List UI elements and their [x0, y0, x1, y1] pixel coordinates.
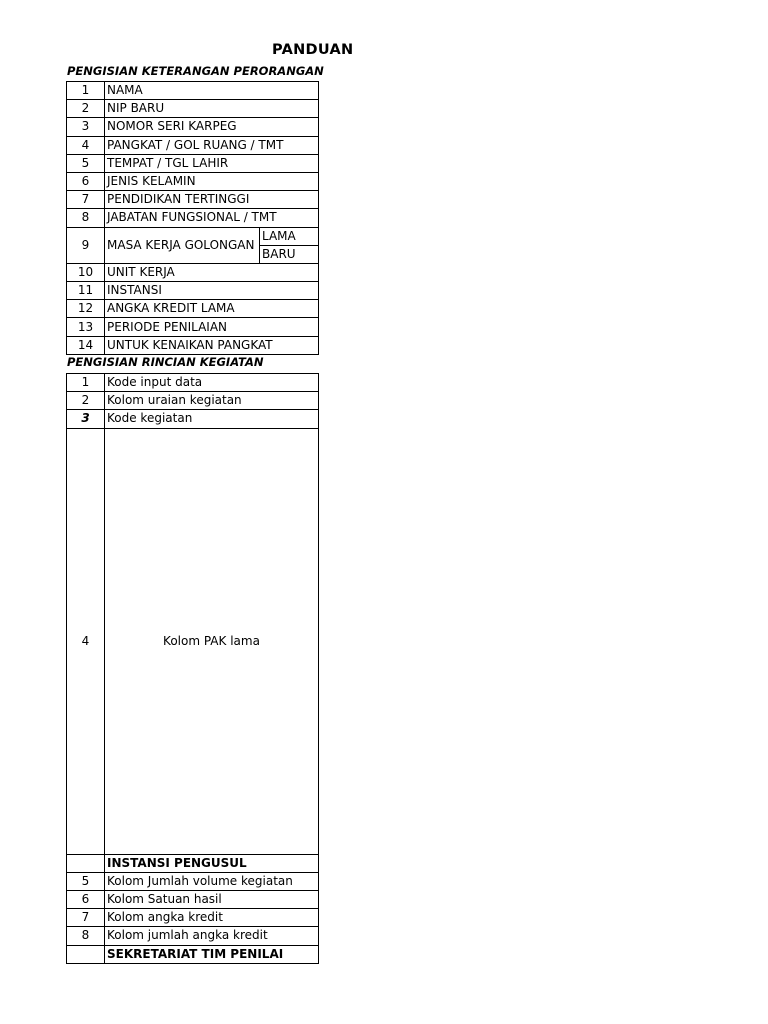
table-row: [67, 100, 319, 118]
row-number: 4: [67, 428, 105, 854]
row-label: Kolom jumlah angka kredit: [105, 927, 319, 945]
row-number: 11: [67, 282, 105, 300]
row-label-sekretariat: SEKRETARIAT TIM PENILAI: [105, 945, 319, 963]
row-label: PERIODE PENILAIAN: [105, 318, 319, 336]
row-number: 3: [67, 410, 105, 428]
table-row: [67, 227, 319, 245]
row-number: 8: [67, 927, 105, 945]
table-row: [67, 172, 319, 190]
row-label: UNIT KERJA: [105, 263, 319, 281]
table-row: [67, 927, 319, 945]
row-label: JENIS KELAMIN: [105, 172, 319, 190]
row-number: 2: [67, 100, 105, 118]
table-row: [67, 209, 319, 227]
row-label-instansi-pengusul: INSTANSI PENGUSUL: [105, 854, 319, 872]
row-number: 3: [67, 118, 105, 136]
table-keterangan-perorangan: [66, 81, 319, 355]
row-label: INSTANSI: [105, 282, 319, 300]
table-row: [67, 374, 319, 392]
row-number: 9: [67, 227, 105, 263]
row-label: Kode kegiatan: [105, 410, 319, 428]
row-sublabel-lama: LAMA: [260, 227, 319, 245]
row-label: TEMPAT / TGL LAHIR: [105, 154, 319, 172]
row-label: Kolom Satuan hasil: [105, 890, 319, 908]
row-label: PANGKAT / GOL RUANG / TMT: [105, 136, 319, 154]
row-number: 14: [67, 336, 105, 354]
row-label: NOMOR SERI KARPEG: [105, 118, 319, 136]
row-label: NIP BARU: [105, 100, 319, 118]
table-row: [67, 945, 319, 963]
row-label: UNTUK KENAIKAN PANGKAT: [105, 336, 319, 354]
page-title: PANDUAN: [272, 42, 354, 58]
row-label: Kode input data: [105, 374, 319, 392]
table-row: [67, 336, 319, 354]
row-number: 5: [67, 154, 105, 172]
row-number: 6: [67, 890, 105, 908]
row-number: 2: [67, 392, 105, 410]
row-number: 1: [67, 82, 105, 100]
table-row: [67, 136, 319, 154]
table-row: [67, 854, 319, 872]
row-number: 5: [67, 872, 105, 890]
row-label: Kolom angka kredit: [105, 909, 319, 927]
row-label: Kolom Jumlah volume kegiatan: [105, 872, 319, 890]
row-number: 10: [67, 263, 105, 281]
table-row: [67, 263, 319, 281]
table-row: [67, 191, 319, 209]
table-row: [67, 318, 319, 336]
row-number: 8: [67, 209, 105, 227]
row-number: 12: [67, 300, 105, 318]
table-row: [67, 890, 319, 908]
row-number: [67, 854, 105, 872]
row-label: JABATAN FUNGSIONAL / TMT: [105, 209, 319, 227]
table-row: [67, 154, 319, 172]
row-label: MASA KERJA GOLONGAN: [105, 227, 260, 263]
table-row: [67, 872, 319, 890]
row-label: Kolom uraian kegiatan: [105, 392, 319, 410]
row-number: 4: [67, 136, 105, 154]
row-number: [67, 945, 105, 963]
row-number: 7: [67, 909, 105, 927]
table-rincian-kegiatan: [66, 373, 319, 964]
row-sublabel-baru: BARU: [260, 245, 319, 263]
table-row: [67, 300, 319, 318]
table-row: [67, 392, 319, 410]
table-row: [67, 118, 319, 136]
row-label: ANGKA KREDIT LAMA: [105, 300, 319, 318]
row-label: NAMA: [105, 82, 319, 100]
row-label: PENDIDIKAN TERTINGGI: [105, 191, 319, 209]
section-heading-rincian: PENGISIAN RINCIAN KEGIATAN: [67, 355, 264, 369]
row-number: 1: [67, 374, 105, 392]
table-row: [67, 82, 319, 100]
row-number: 7: [67, 191, 105, 209]
table-row: [67, 282, 319, 300]
table-row: [67, 428, 319, 854]
row-number: 13: [67, 318, 105, 336]
row-number: 6: [67, 172, 105, 190]
table-row: [67, 909, 319, 927]
table-row: [67, 410, 319, 428]
row-label: Kolom PAK lama: [105, 428, 319, 854]
section-heading-perorangan: PENGISIAN KETERANGAN PERORANGAN: [67, 64, 324, 78]
